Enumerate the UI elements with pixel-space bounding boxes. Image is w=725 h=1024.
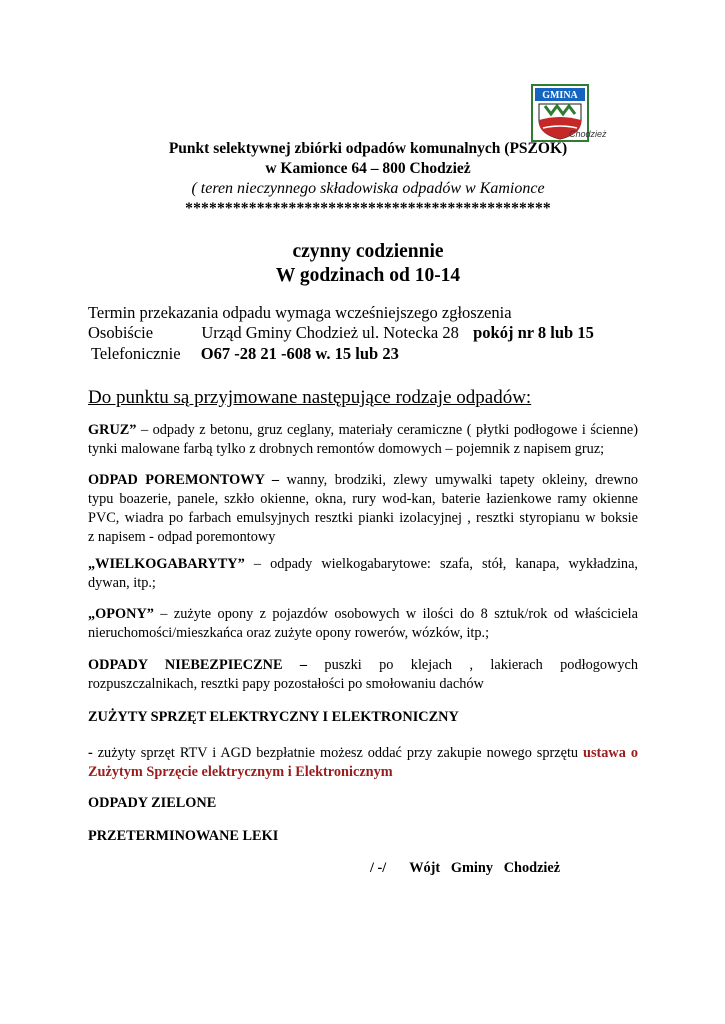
phone-number: O67 -28 21 -608 w. 15 lub 23	[200, 344, 399, 363]
phone-contact-row	[91, 344, 399, 364]
item-poremontowy-text-1: wanny, brodziki, zlewy umywalki tapety okleiny, drewno	[279, 472, 638, 488]
item-opony-line-2: nieruchomości/mieszkańca oraz zużyte opony rowerów, wózków, itp.;	[88, 625, 490, 641]
item-elektro-line-1	[88, 744, 638, 763]
header-location-note: ( teren nieczynnego składowiska odpadów w Kamionce	[191, 180, 545, 197]
item-niebezpieczne	[88, 656, 638, 694]
item-wielkogabaryty-title: „WIELKOGABARYTY”	[88, 556, 245, 572]
logo-town-label: Chodzież	[569, 129, 607, 139]
item-elektro-law-2: Zużytym Sprzęcie elektrycznym i Elektronicznym	[88, 764, 393, 780]
item-zielone-title: ODPADY ZIELONE	[88, 795, 217, 811]
item-niebezpieczne-line-2: rozpuszczalnikach, resztki papy pozostałości po smołowaniu dachów	[88, 676, 484, 692]
signature	[370, 860, 560, 877]
personal-room: pokój nr 8 lub 15	[473, 323, 594, 342]
item-elektro	[88, 744, 638, 782]
item-poremontowy-title: ODPAD POREMONTOWY –	[88, 472, 280, 488]
item-wielkogabaryty-line-2: dywan, itp.;	[88, 575, 156, 591]
item-gruz-line-2: tynki malowane farbą tylko z drobnych remontów domowych – pojemnik z napisem gruz;	[88, 441, 605, 457]
hours-line-2: W godzinach od 10-14	[275, 265, 461, 286]
item-gruz	[88, 421, 638, 459]
item-niebezpieczne-title: ODPADY NIEBEZPIECZNE –	[88, 657, 308, 673]
item-poremontowy-line-4: z napisem - odpad poremontowy	[88, 529, 276, 545]
item-gruz-text-1: – odpady z betonu, gruz ceglany, materiały ceramiczne ( płytki podłogowe i ścienne)	[136, 422, 638, 438]
signature-name: Wójt Gminy Chodzież	[409, 860, 561, 876]
personal-label: Osobiście	[88, 323, 154, 342]
item-elektro-title: ZUŻYTY SPRZĘT ELEKTRYCZNY I ELEKTRONICZNY	[88, 709, 459, 725]
item-poremontowy-line-3: PVC, wiadra po farbach emulsyjnych resztki pianki izolacyjnej , resztki styropianu w boksie	[88, 510, 638, 526]
logo-text: GMINA	[542, 90, 578, 101]
item-leki-title: PRZETERMINOWANE LEKI	[88, 828, 279, 844]
item-poremontowy	[88, 471, 638, 547]
section-heading	[88, 387, 531, 409]
header-address: w Kamionce 64 – 800 Chodzież	[265, 160, 471, 177]
item-gruz-title: GRUZ”	[88, 422, 137, 438]
item-wielkogabaryty-text-1: – odpady wielkogabarytowe: szafa, stół, kanapa, wykładzina,	[244, 556, 638, 572]
item-opony	[88, 605, 638, 643]
item-elektro-law-1: ustawa o	[583, 745, 638, 761]
item-poremontowy-line-1	[88, 471, 638, 490]
header-title: Punkt selektywnej zbiórki odpadów komunalnych (PSZOK)	[168, 140, 568, 157]
hours-line-1: czynny codziennie	[292, 241, 444, 262]
item-opony-title: „OPONY”	[88, 606, 154, 622]
notice-text: Termin przekazania odpadu wymaga wcześniejszego zgłoszenia	[88, 303, 512, 322]
item-poremontowy-line-2: typu boazerie, panele, szkło okienne, okna, rury wod-kan, baterie łazienkowe ramy okienne	[88, 491, 638, 507]
item-gruz-line-1	[88, 421, 638, 440]
signature-mark: / -/	[370, 860, 387, 876]
item-niebezpieczne-line-1	[88, 656, 638, 675]
section-heading-colon: :	[525, 387, 532, 408]
item-wielkogabaryty	[88, 555, 638, 593]
item-opony-text-1: – zużyte opony z pojazdów osobowych w ilości do 8 sztuk/rok od właściciela	[153, 606, 638, 622]
personal-place: Urząd Gminy Chodzież ul. Notecka 28	[201, 323, 459, 342]
item-elektro-dash: -	[88, 745, 93, 761]
personal-contact-row	[88, 323, 594, 343]
item-wielkogabaryty-line-1	[88, 555, 638, 574]
phone-label: Telefonicznie	[91, 344, 181, 363]
section-heading-text: Do punktu są przyjmowane następujące rodzaje odpadów	[88, 387, 526, 408]
item-niebezpieczne-text-1: puszki po klejach , lakierach podłogowych	[307, 657, 638, 673]
item-opony-line-1	[88, 605, 638, 624]
item-elektro-text-1: zużyty sprzęt RTV i AGD bezpłatnie możesz oddać przy zakupie nowego sprzętu	[92, 745, 583, 761]
header-stars-divider: **********************************************	[185, 200, 551, 217]
